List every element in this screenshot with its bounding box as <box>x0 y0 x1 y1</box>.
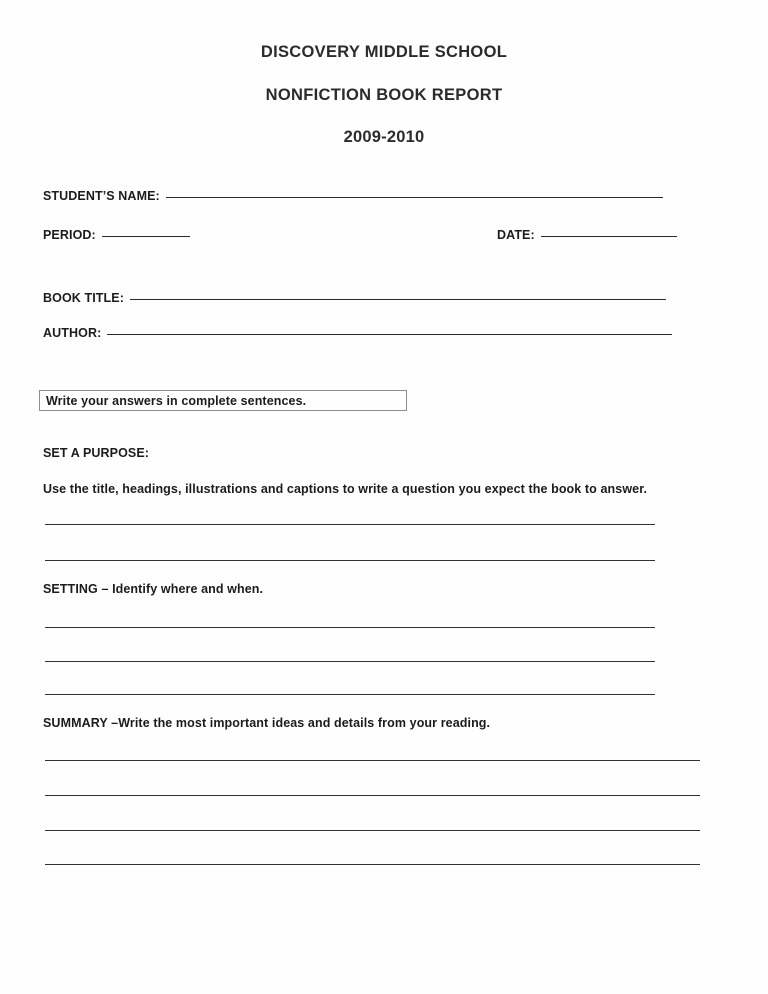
period-field[interactable] <box>43 228 190 242</box>
answer-line-summary-2[interactable] <box>45 795 700 796</box>
student-name-field[interactable] <box>43 189 663 203</box>
section-heading-summary: SUMMARY –Write the most important ideas and details from your reading. <box>43 716 491 730</box>
book-title-rule[interactable] <box>130 299 666 300</box>
answer-line-summary-3[interactable] <box>45 830 700 831</box>
author-label: AUTHOR: <box>43 326 102 340</box>
answer-line-purpose-2[interactable] <box>45 560 655 561</box>
section-prompt-set-a-purpose: Use the title, headings, illustrations and captions to write a question you expect the book to answer. <box>43 482 648 496</box>
answer-line-setting-1[interactable] <box>45 627 655 628</box>
book-title-label: BOOK TITLE: <box>43 291 124 305</box>
document-title: NONFICTION BOOK REPORT <box>265 85 503 104</box>
book-title-field[interactable] <box>43 291 666 305</box>
answer-line-purpose-1[interactable] <box>45 524 655 525</box>
section-heading-setting: SETTING – Identify where and when. <box>43 582 264 596</box>
date-rule[interactable] <box>541 236 677 237</box>
author-rule[interactable] <box>107 334 672 335</box>
period-label: PERIOD: <box>43 228 96 242</box>
school-year: 2009-2010 <box>343 128 425 146</box>
answer-line-setting-3[interactable] <box>45 694 655 695</box>
answer-line-setting-2[interactable] <box>45 661 655 662</box>
answer-line-summary-1[interactable] <box>45 760 700 761</box>
author-field[interactable] <box>43 326 672 340</box>
section-heading-set-a-purpose: SET A PURPOSE: <box>43 446 150 460</box>
period-rule[interactable] <box>102 236 190 237</box>
date-label: DATE: <box>497 228 535 242</box>
student-name-rule[interactable] <box>166 197 663 198</box>
date-field[interactable] <box>497 228 677 242</box>
student-name-label: STUDENT’S NAME: <box>43 189 160 203</box>
instruction-text: Write your answers in complete sentences. <box>46 393 307 408</box>
answer-line-summary-4[interactable] <box>45 864 700 865</box>
school-name: DISCOVERY MIDDLE SCHOOL <box>260 43 508 61</box>
instruction-box <box>39 390 407 411</box>
document-title-block <box>0 44 768 146</box>
